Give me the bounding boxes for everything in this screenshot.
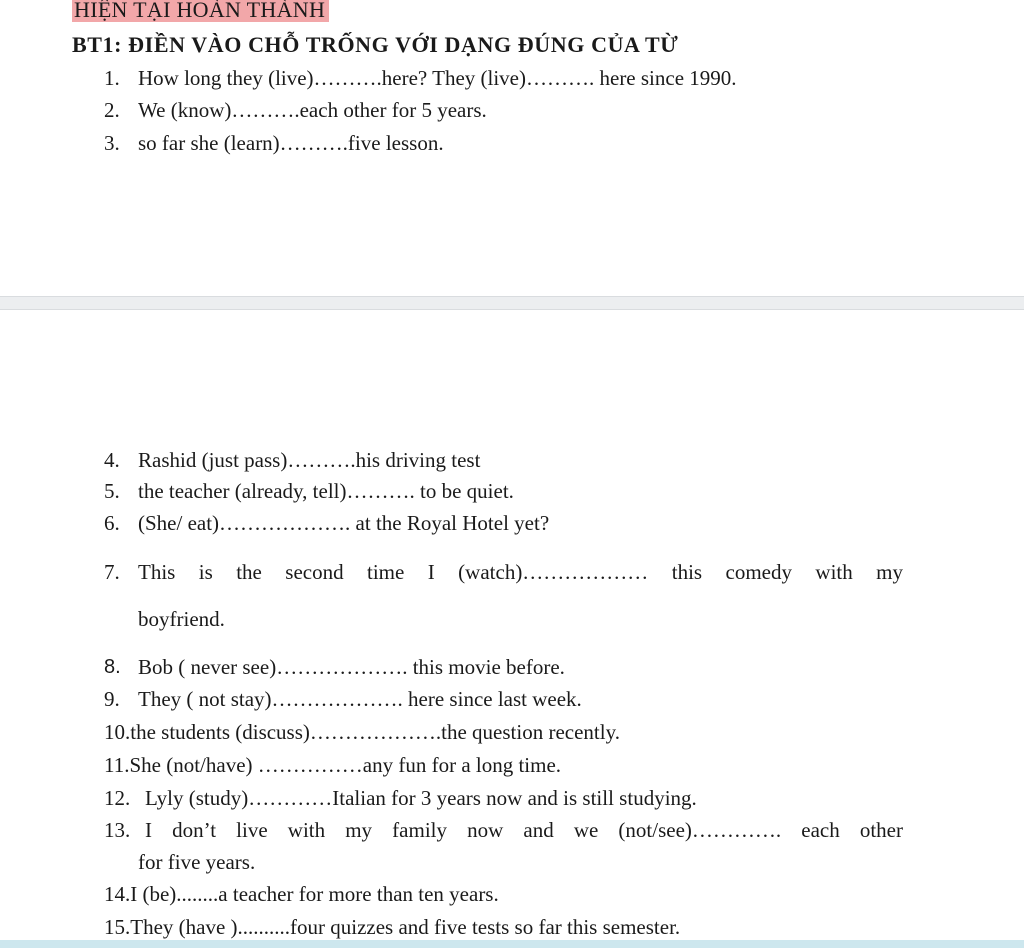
exercise-item-continuation: boyfriend.: [138, 607, 225, 631]
item-number: 12.: [104, 786, 131, 810]
item-number: 1.: [104, 66, 120, 90]
exercise-item: 15.They (have )..........four quizzes and five tests so far this semester.: [104, 915, 681, 939]
item-number: 3.: [104, 131, 120, 155]
page-break: [0, 296, 1024, 310]
item-number: 9.: [104, 687, 120, 711]
page-top: [0, 0, 1024, 296]
exercise-item: This is the second time I (watch)……………… this comedy with my: [138, 560, 903, 584]
exercise-item: (She/ eat)………………. at the Royal Hotel yet?: [138, 511, 550, 535]
page-bottom: [0, 310, 1024, 940]
exercise-item: Rashid (just pass)……….his driving test: [138, 448, 481, 472]
item-number: 8.: [104, 656, 121, 678]
item-number: 6.: [104, 511, 120, 535]
exercise-item: We (know)……….each other for 5 years.: [138, 98, 487, 122]
exercise-item: They ( not stay)………………. here since last week.: [138, 687, 582, 711]
exercise-item-continuation: for five years.: [138, 850, 256, 874]
item-number: 4.: [104, 448, 120, 472]
item-number: 2.: [104, 98, 120, 122]
exercise-item: so far she (learn)……….five lesson.: [138, 131, 444, 155]
exercise-item: the teacher (already, tell)………. to be quiet.: [138, 479, 514, 503]
exercise-item: How long they (live)……….here? They (live)………. here since 1990.: [138, 66, 737, 90]
exercise-item: I don’t live with my family now and we (not/see)…………. each other: [145, 818, 903, 842]
exercise-item: 11.She (not/have) ……………any fun for a long time.: [104, 753, 562, 777]
exercise-item: 10.the students (discuss)……………….the question recently.: [104, 720, 620, 744]
exercise-title: BT1: ĐIỀN VÀO CHỖ TRỐNG VỚI DẠNG ĐÚNG CỦA TỪ: [72, 32, 679, 57]
topic-heading: HIỆN TẠI HOÀN THÀNH: [72, 0, 329, 22]
exercise-item: Bob ( never see)………………. this movie before.: [138, 655, 565, 679]
exercise-item: Lyly (study)…………Italian for 3 years now and is still studying.: [145, 786, 697, 810]
bottom-strip: [0, 940, 1024, 948]
item-number: 13.: [104, 818, 131, 842]
item-number: 7.: [104, 560, 120, 584]
item-number: 5.: [104, 479, 120, 503]
exercise-item: 14.I (be)........a teacher for more than ten years.: [104, 882, 499, 906]
